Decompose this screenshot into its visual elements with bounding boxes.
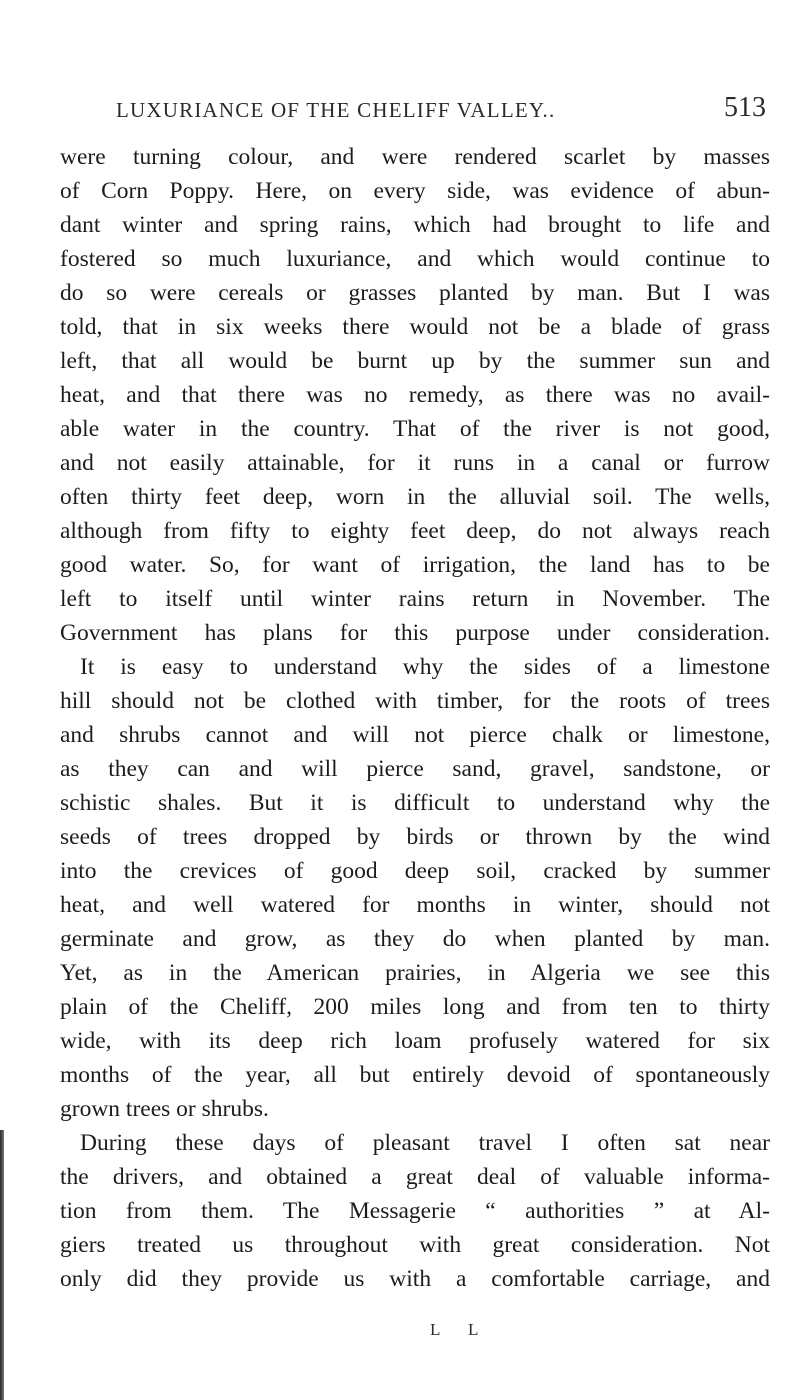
text-line: able water in the country. That of the river is not good,	[60, 416, 770, 442]
page-header	[108, 92, 770, 132]
running-title: LUXURIANCE OF THE CHELIFF VALLEY..	[116, 98, 556, 122]
paragraph-first-line: It is easy to understand why the sides of a limestone	[80, 654, 770, 680]
text-line: Yet, as in the American prairies, in Algeria we see this	[60, 960, 770, 986]
text-line: seeds of trees dropped by birds or thrown by the wind	[60, 824, 770, 850]
text-line: of Corn Poppy. Here, on every side, was evidence of abun-	[60, 178, 770, 204]
text-line: and not easily attainable, for it runs in a canal or furrow	[60, 450, 770, 476]
paragraph-first-line: During these days of pleasant travel I often sat near	[80, 1130, 770, 1156]
text-line: told, that in six weeks there would not be a blade of grass	[60, 314, 770, 340]
text-line: dant winter and spring rains, which had brought to life and	[60, 212, 770, 238]
text-line: months of the year, all but entirely devoid of spontaneously	[60, 1062, 770, 1088]
text-line: although from fifty to eighty feet deep, do not always reach	[60, 518, 770, 544]
text-line: good water. So, for want of irrigation, the land has to be	[60, 552, 770, 578]
text-line: Government has plans for this purpose under consideration.	[60, 620, 770, 646]
text-line: only did they provide us with a comfortable carriage, and	[60, 1266, 770, 1292]
text-line: heat, and well watered for months in winter, should not	[60, 892, 770, 918]
text-line: hill should not be clothed with timber, for the roots of trees	[60, 688, 770, 714]
text-line: giers treated us throughout with great consideration. Not	[60, 1232, 770, 1258]
text-line: germinate and grow, as they do when planted by man.	[60, 926, 770, 952]
page-number: 513	[724, 92, 766, 123]
signature-mark: L L	[430, 1320, 491, 1339]
text-line: plain of the Cheliff, 200 miles long and from ten to thirty	[60, 994, 770, 1020]
text-line: do so were cereals or grasses planted by man. But I was	[60, 280, 770, 306]
text-line: wide, with its deep rich loam profusely watered for six	[60, 1028, 770, 1054]
text-line: tion from them. The Messagerie “ authorities ” at Al-	[60, 1198, 770, 1224]
text-line: and shrubs cannot and will not pierce chalk or limestone,	[60, 722, 770, 748]
text-line: left to itself until winter rains return in November. The	[60, 586, 770, 612]
text-line: schistic shales. But it is difficult to understand why the	[60, 790, 770, 816]
text-line: often thirty feet deep, worn in the alluvial soil. The wells,	[60, 484, 770, 510]
text-line: heat, and that there was no remedy, as there was no avail-	[60, 382, 770, 408]
text-line: the drivers, and obtained a great deal of valuable informa-	[60, 1164, 770, 1190]
binding-edge	[0, 1130, 4, 1400]
text-line: fostered so much luxuriance, and which would continue to	[60, 246, 770, 272]
text-line: were turning colour, and were rendered scarlet by masses	[60, 144, 770, 170]
text-line: left, that all would be burnt up by the summer sun and	[60, 348, 770, 374]
text-line: into the crevices of good deep soil, cracked by summer	[60, 858, 770, 884]
text-line: as they can and will pierce sand, gravel, sandstone, or	[60, 756, 770, 782]
paragraph-last-line: grown trees or shrubs.	[60, 1096, 269, 1122]
